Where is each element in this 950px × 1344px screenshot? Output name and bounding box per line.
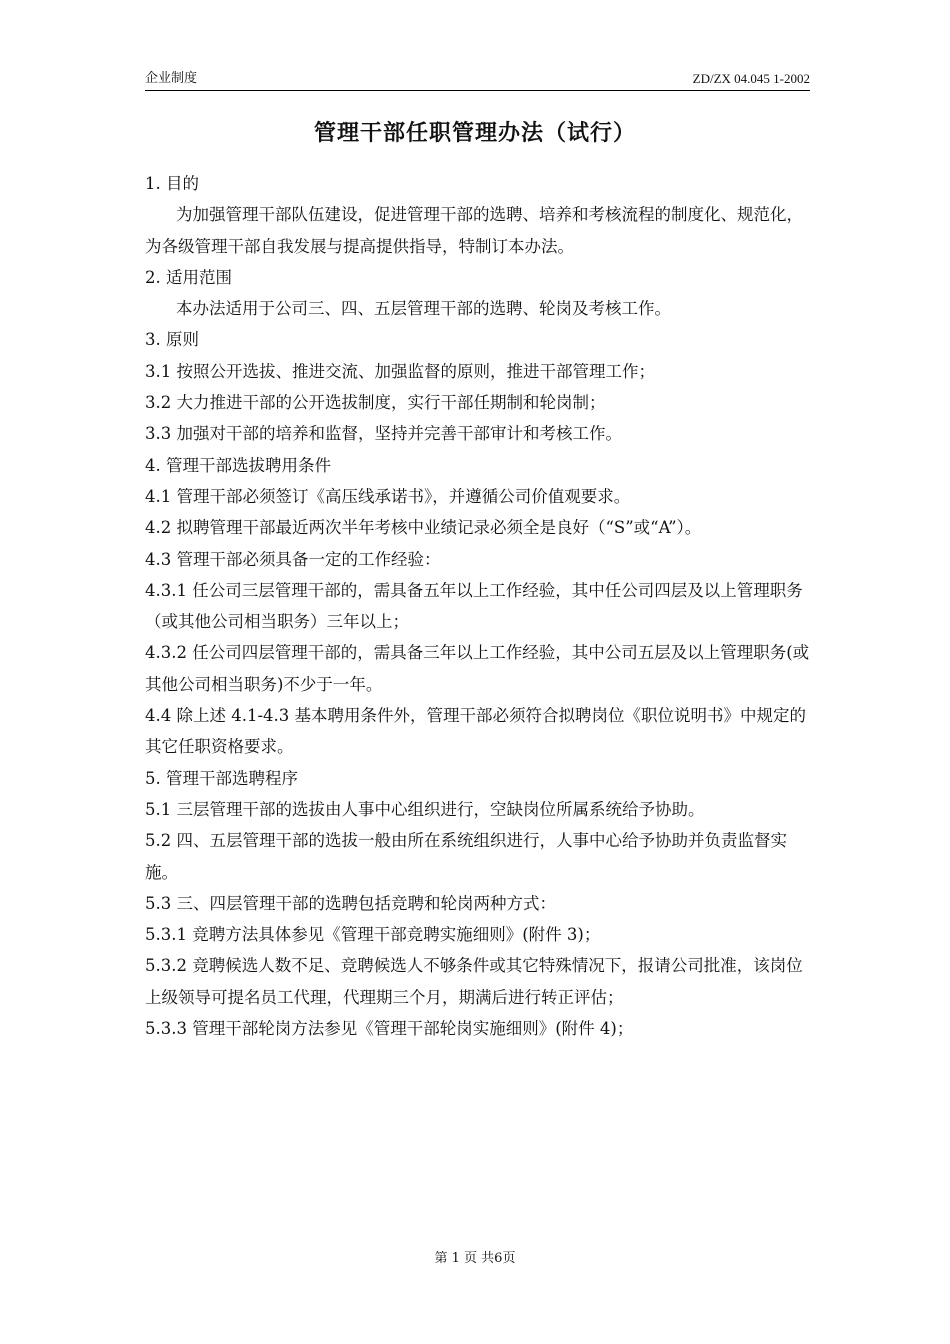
section-heading-purpose: 1. 目的 xyxy=(145,174,199,193)
clause-3-3: 3.3 加强对干部的培养和监督，坚持并完善干部审计和考核工作。 xyxy=(145,424,622,444)
section-heading-procedure: 5. 管理干部选聘程序 xyxy=(145,768,298,788)
document-title: 管理干部任职管理办法（试行） xyxy=(313,121,636,146)
clause-5-1: 5.1 三层管理干部的选拔由人事中心组织进行，空缺岗位所属系统给予协助。 xyxy=(145,799,705,819)
clause-4-2: 4.2 拟聘管理干部最近两次半年考核中业绩记录必须全是良好（“S”或“A”）。 xyxy=(145,518,702,538)
clause-4-1: 4.1 管理干部必须签订《高压线承诺书》，并遵循公司价值观要求。 xyxy=(145,486,631,506)
clause-3-2: 3.2 大力推进干部的公开选拔制度，实行干部任期制和轮岗制； xyxy=(145,393,606,413)
purpose-paragraph: 为加强管理干部队伍建设，促进管理干部的选聘、培养和考核流程的制度化、规范化，为各级管理干部自我发展与提高提供指导，特制订本办法。 xyxy=(145,205,803,256)
clause-5-2: 5.2 四、五层管理干部的选拔一般由所在系统组织进行，人事中心给予协助并负责监督实施。 xyxy=(145,831,787,882)
clause-5-3-3: 5.3.3 管理干部轮岗方法参见《管理干部轮岗实施细则》(附件 4)； xyxy=(145,1019,634,1039)
clause-5-3-2: 5.3.2 竞聘候选人数不足、竞聘候选人不够条件或其它特殊情况下，报请公司批准，该岗位上级领导可提名员工代理，代理期三个月，期满后进行转正评估； xyxy=(145,956,803,1007)
header-company-label: 企业制度 xyxy=(145,71,198,86)
scope-paragraph: 本办法适用于公司三、四、五层管理干部的选聘、轮岗及考核工作。 xyxy=(176,299,671,319)
clause-3-1: 3.1 按照公开选拔、推进交流、加强监督的原则，推进干部管理工作； xyxy=(145,361,655,381)
clause-5-3-1: 5.3.1 竞聘方法具体参见《管理干部竞聘实施细则》(附件 3)； xyxy=(145,925,601,945)
header-doc-code: ZD/ZX 04.045 1-2002 xyxy=(692,71,810,86)
clause-4-3-2: 4.3.2 任公司四层管理干部的，需具备三年以上工作经验，其中公司五层及以上管理职务(或其他公司相当职务)不少于一年。 xyxy=(145,643,810,694)
clause-4-3: 4.3 管理干部必须具备一定的工作经验： xyxy=(145,549,441,569)
clause-4-3-1: 4.3.1 任公司三层管理干部的，需具备五年以上工作经验，其中任公司四层及以上管理职务（或其他公司相当职务）三年以上； xyxy=(145,580,803,632)
section-heading-scope: 2. 适用范围 xyxy=(145,267,232,287)
section-heading-principles: 3. 原则 xyxy=(145,330,199,350)
page-number: 第 1 页 共6页 xyxy=(434,1251,516,1266)
section-heading-conditions: 4. 管理干部选拔聘用条件 xyxy=(145,455,331,475)
document-body xyxy=(145,168,813,1044)
clause-4-4: 4.4 除上述 4.1-4.3 基本聘用条件外，管理干部必须符合拟聘岗位《职位说明书》中规定的其它任职资格要求。 xyxy=(145,706,807,757)
clause-5-3: 5.3 三、四层管理干部的选聘包括竞聘和轮岗两种方式： xyxy=(145,893,556,913)
page-header xyxy=(145,68,810,91)
